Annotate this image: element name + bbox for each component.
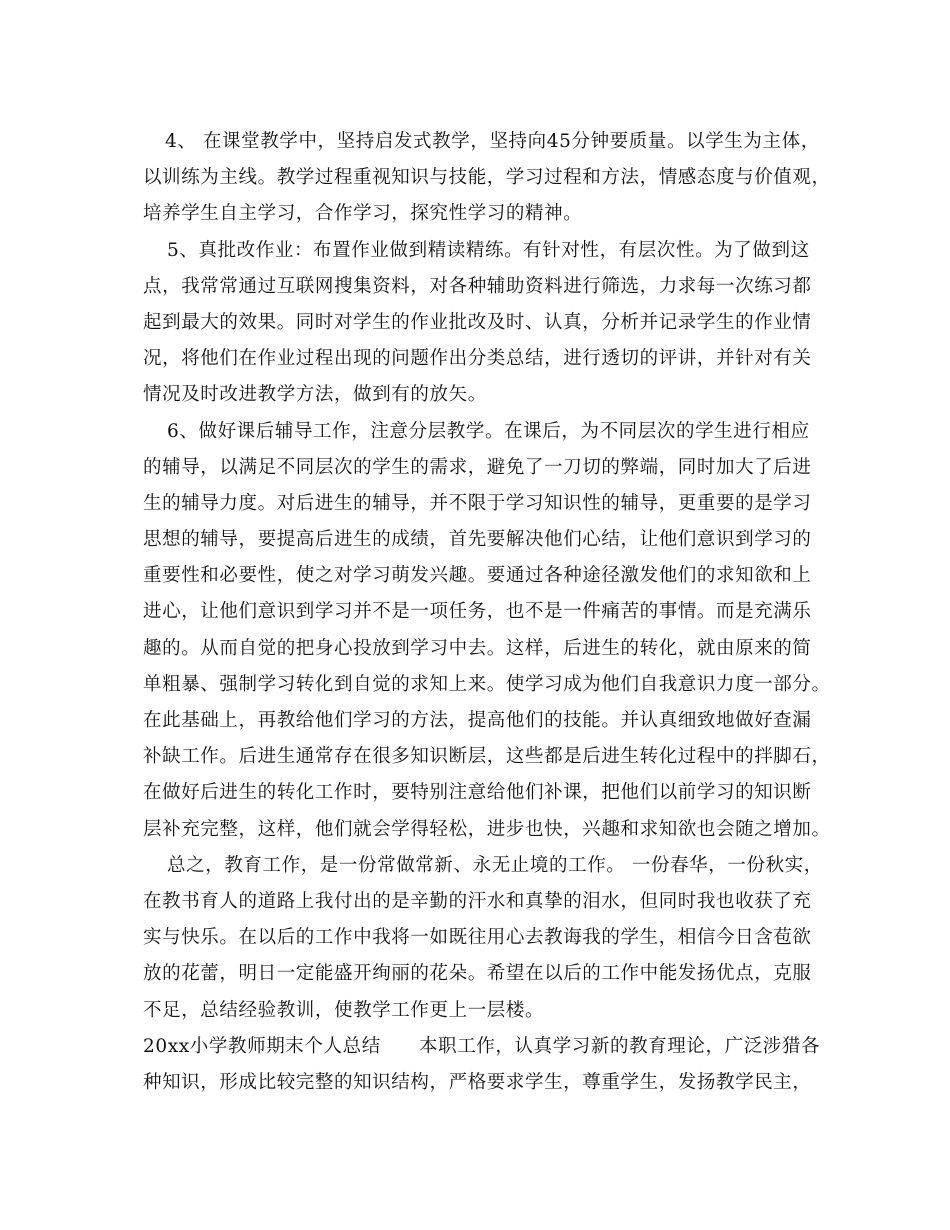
paragraph-6-line: 单粗暴、强制学习转化到自觉的求知上来。使学习成为他们自我意识力度一部分。 — [143, 673, 831, 695]
summary-paragraph-line: 总之，教育工作，是一份常做常新、永无止境的工作。 一份春华，一份秋实， — [167, 854, 823, 876]
section-body-line: 种知识，形成比较完整的知识结构，严格要求学生，尊重学生，发扬教学民主， — [143, 1071, 812, 1093]
paragraph-6-line: 补缺工作。后进生通常存在很多知识断层，这些都是后进生转化过程中的拌脚石， — [143, 746, 831, 768]
paragraph-5-line: 5、真批改作业：布置作业做到精读精练。有针对性，有层次性。为了做到这 — [167, 239, 810, 261]
paragraph-6-line: 的辅导，以满足不同层次的学生的需求，避免了一刀切的弊端，同时加大了后进 — [143, 456, 812, 478]
paragraph-6-line: 生的辅导力度。对后进生的辅导，并不限于学习知识性的辅导，更重要的是学习 — [143, 492, 812, 514]
document-body — [143, 124, 831, 1101]
paragraph-5-line: 情况及时改进教学方法，做到有的放矢。 — [143, 384, 487, 406]
paragraph-5-line: 点，我常常通过互联网搜集资料，对各种辅助资料进行筛选，力求每一次练习都 — [143, 275, 812, 297]
paragraph-6-line: 趣的。从而自觉的把身心投放到学习中去。这样，后进生的转化，就由原来的简 — [143, 637, 812, 659]
paragraph-4-line: 培养学生自主学习，合作学习，探究性学习的精神。 — [143, 203, 583, 225]
paragraph-6-line: 进心，让他们意识到学习并不是一项任务，也不是一件痛苦的事情。而是充满乐 — [143, 601, 812, 623]
paragraph-6-line: 思想的辅导，要提高后进生的成绩，首先要解决他们心结，让他们意识到学习的 — [143, 529, 812, 551]
paragraph-6-line: 在此基础上，再教给他们学习的方法，提高他们的技能。并认真细致地做好查漏 — [143, 710, 812, 731]
paragraph-4-line: 4、 在课堂教学中，坚持启发式教学，坚持向45分钟要质量。以学生为主体， — [165, 131, 820, 152]
paragraph-5-line: 况，将他们在作业过程出现的问题作出分类总结，进行透切的评讲，并针对有关 — [143, 348, 812, 370]
paragraph-6-line: 在做好后进生的转化工作时，要特别注意给他们补课，把他们以前学习的知识断 — [143, 782, 812, 804]
summary-paragraph-line: 在教书育人的道路上我付出的是辛勤的汗水和真挚的泪水，但同时我也收获了充 — [143, 890, 812, 912]
paragraph-5-line: 起到最大的效果。同时对学生的作业批改及时、认真，分析并记录学生的作业情 — [143, 311, 812, 333]
section-title-line: 20xx小学教师期末个人总结 本职工作，认真学习新的教育理论，广泛涉猎各 — [143, 1035, 821, 1057]
summary-paragraph-line: 实与快乐。在以后的工作中我将一如既往用心去教诲我的学生，相信今日含苞欲 — [143, 927, 812, 949]
paragraph-6-line: 重要性和必要性，使之对学习萌发兴趣。要通过各种途径激发他们的求知欲和上 — [143, 565, 812, 587]
summary-paragraph-line: 放的花蕾，明日一定能盛开绚丽的花朵。希望在以后的工作中能发扬优点，克服 — [143, 963, 812, 985]
paragraph-4-line: 以训练为主线。教学过程重视知识与技能，学习过程和方法，情感态度与价值观， — [143, 167, 831, 189]
paragraph-6-line: 6、做好课后辅导工作，注意分层教学。在课后，为不同层次的学生进行相应 — [167, 420, 810, 442]
summary-paragraph-line: 不足，总结经验教训，使教学工作更上一层楼。 — [143, 999, 545, 1021]
paragraph-6-line: 层补充完整，这样，他们就会学得轻松，进步也快，兴趣和求知欲也会随之增加。 — [143, 818, 831, 840]
